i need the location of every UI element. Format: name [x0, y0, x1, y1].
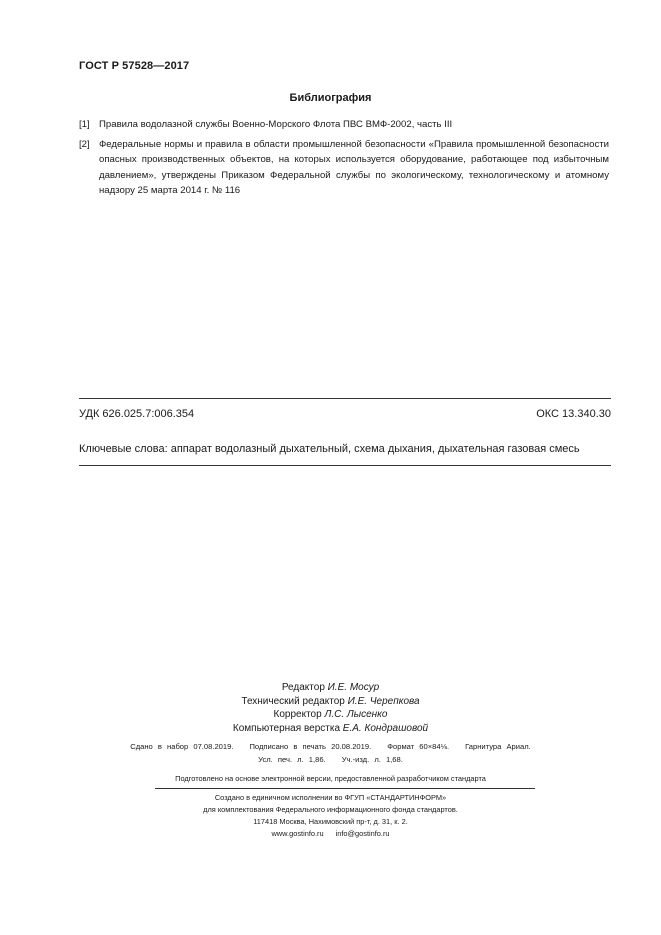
- publisher-line: Создано в единичном исполнении во ФГУП «СТАНДАРТИНФОРМ»: [214, 793, 447, 802]
- editor-role: Редактор: [281, 682, 325, 693]
- bibliography-item-text: Федеральные нормы и правила в области промышленной безопасности «Правила промышленной безопасности опасных производственных объектов, на которых используется оборудование, работающее под избыточным давлением», утверждены Приказом Федеральной службы по экологическому, технологическому и атомному надзору 25 марта 2014 г. № 116: [99, 139, 609, 197]
- typeface: Гарнитура Ариал.: [465, 742, 531, 751]
- website-link[interactable]: www.gostinfo.ru: [271, 829, 324, 838]
- editor-name: Л.С. Лысенко: [324, 709, 388, 720]
- editor-line: [0, 695, 661, 709]
- divider: [79, 398, 611, 399]
- editor-role: Корректор: [273, 709, 322, 720]
- web-contacts: [0, 828, 661, 840]
- editor-line: [0, 708, 661, 722]
- prepared-note: Подготовлено на основе электронной версии, предоставленной разработчиком стандарта: [175, 774, 486, 783]
- signed-to-print: Подписано в печать 20.08.2019.: [249, 742, 372, 751]
- imprint-line: [0, 742, 661, 751]
- editor-name: И.Е. Мосур: [327, 682, 380, 693]
- editor-line: [0, 681, 661, 695]
- imprint-line: [0, 755, 661, 764]
- publisher-block: [0, 792, 661, 816]
- udk-code: УДК 626.025.7:006.354: [79, 408, 195, 420]
- editor-name: Е.А. Кондрашовой: [342, 722, 429, 734]
- postal-address: 117418 Москва, Нахимовский пр-т, д. 31, к. 2.: [253, 817, 408, 826]
- editor-name: И.Е. Черепкова: [347, 695, 420, 707]
- divider: [79, 465, 611, 466]
- editor-line: [0, 722, 661, 736]
- print-sheets: Усл. печ. л. 1,86.: [258, 755, 326, 764]
- bibliography-item-text: Правила водолазной службы Военно-Морского Флота ПВС ВМФ-2002, часть III: [99, 119, 453, 130]
- bibliography-item-number: [1]: [79, 119, 90, 130]
- address-block: [0, 816, 661, 840]
- format: Формат 60×84⅛.: [387, 742, 450, 751]
- oks-code: ОКС 13.340.30: [536, 408, 611, 420]
- editor-role: Технический редактор: [241, 695, 345, 707]
- publisher-line: для комплектования Федерального информационного фонда стандартов.: [203, 805, 458, 814]
- bibliography-item: [79, 117, 609, 132]
- editors-block: [0, 681, 661, 735]
- publish-sheets: Уч.-изд. л. 1,68.: [341, 755, 403, 764]
- keywords: Ключевые слова: аппарат водолазный дыхательный, схема дыхания, дыхательная газовая смесь: [79, 443, 580, 455]
- sent-to-set: Сдано в набор 07.08.2019.: [130, 742, 234, 751]
- editor-role: Компьютерная верстка: [232, 722, 341, 734]
- bibliography-item-number: [2]: [79, 139, 90, 150]
- email-link[interactable]: info@gostinfo.ru: [335, 829, 390, 838]
- document-code: ГОСТ Р 57528—2017: [79, 60, 190, 72]
- divider: [155, 788, 535, 789]
- bibliography-title: Библиография: [289, 92, 372, 104]
- bibliography-item: [79, 137, 609, 199]
